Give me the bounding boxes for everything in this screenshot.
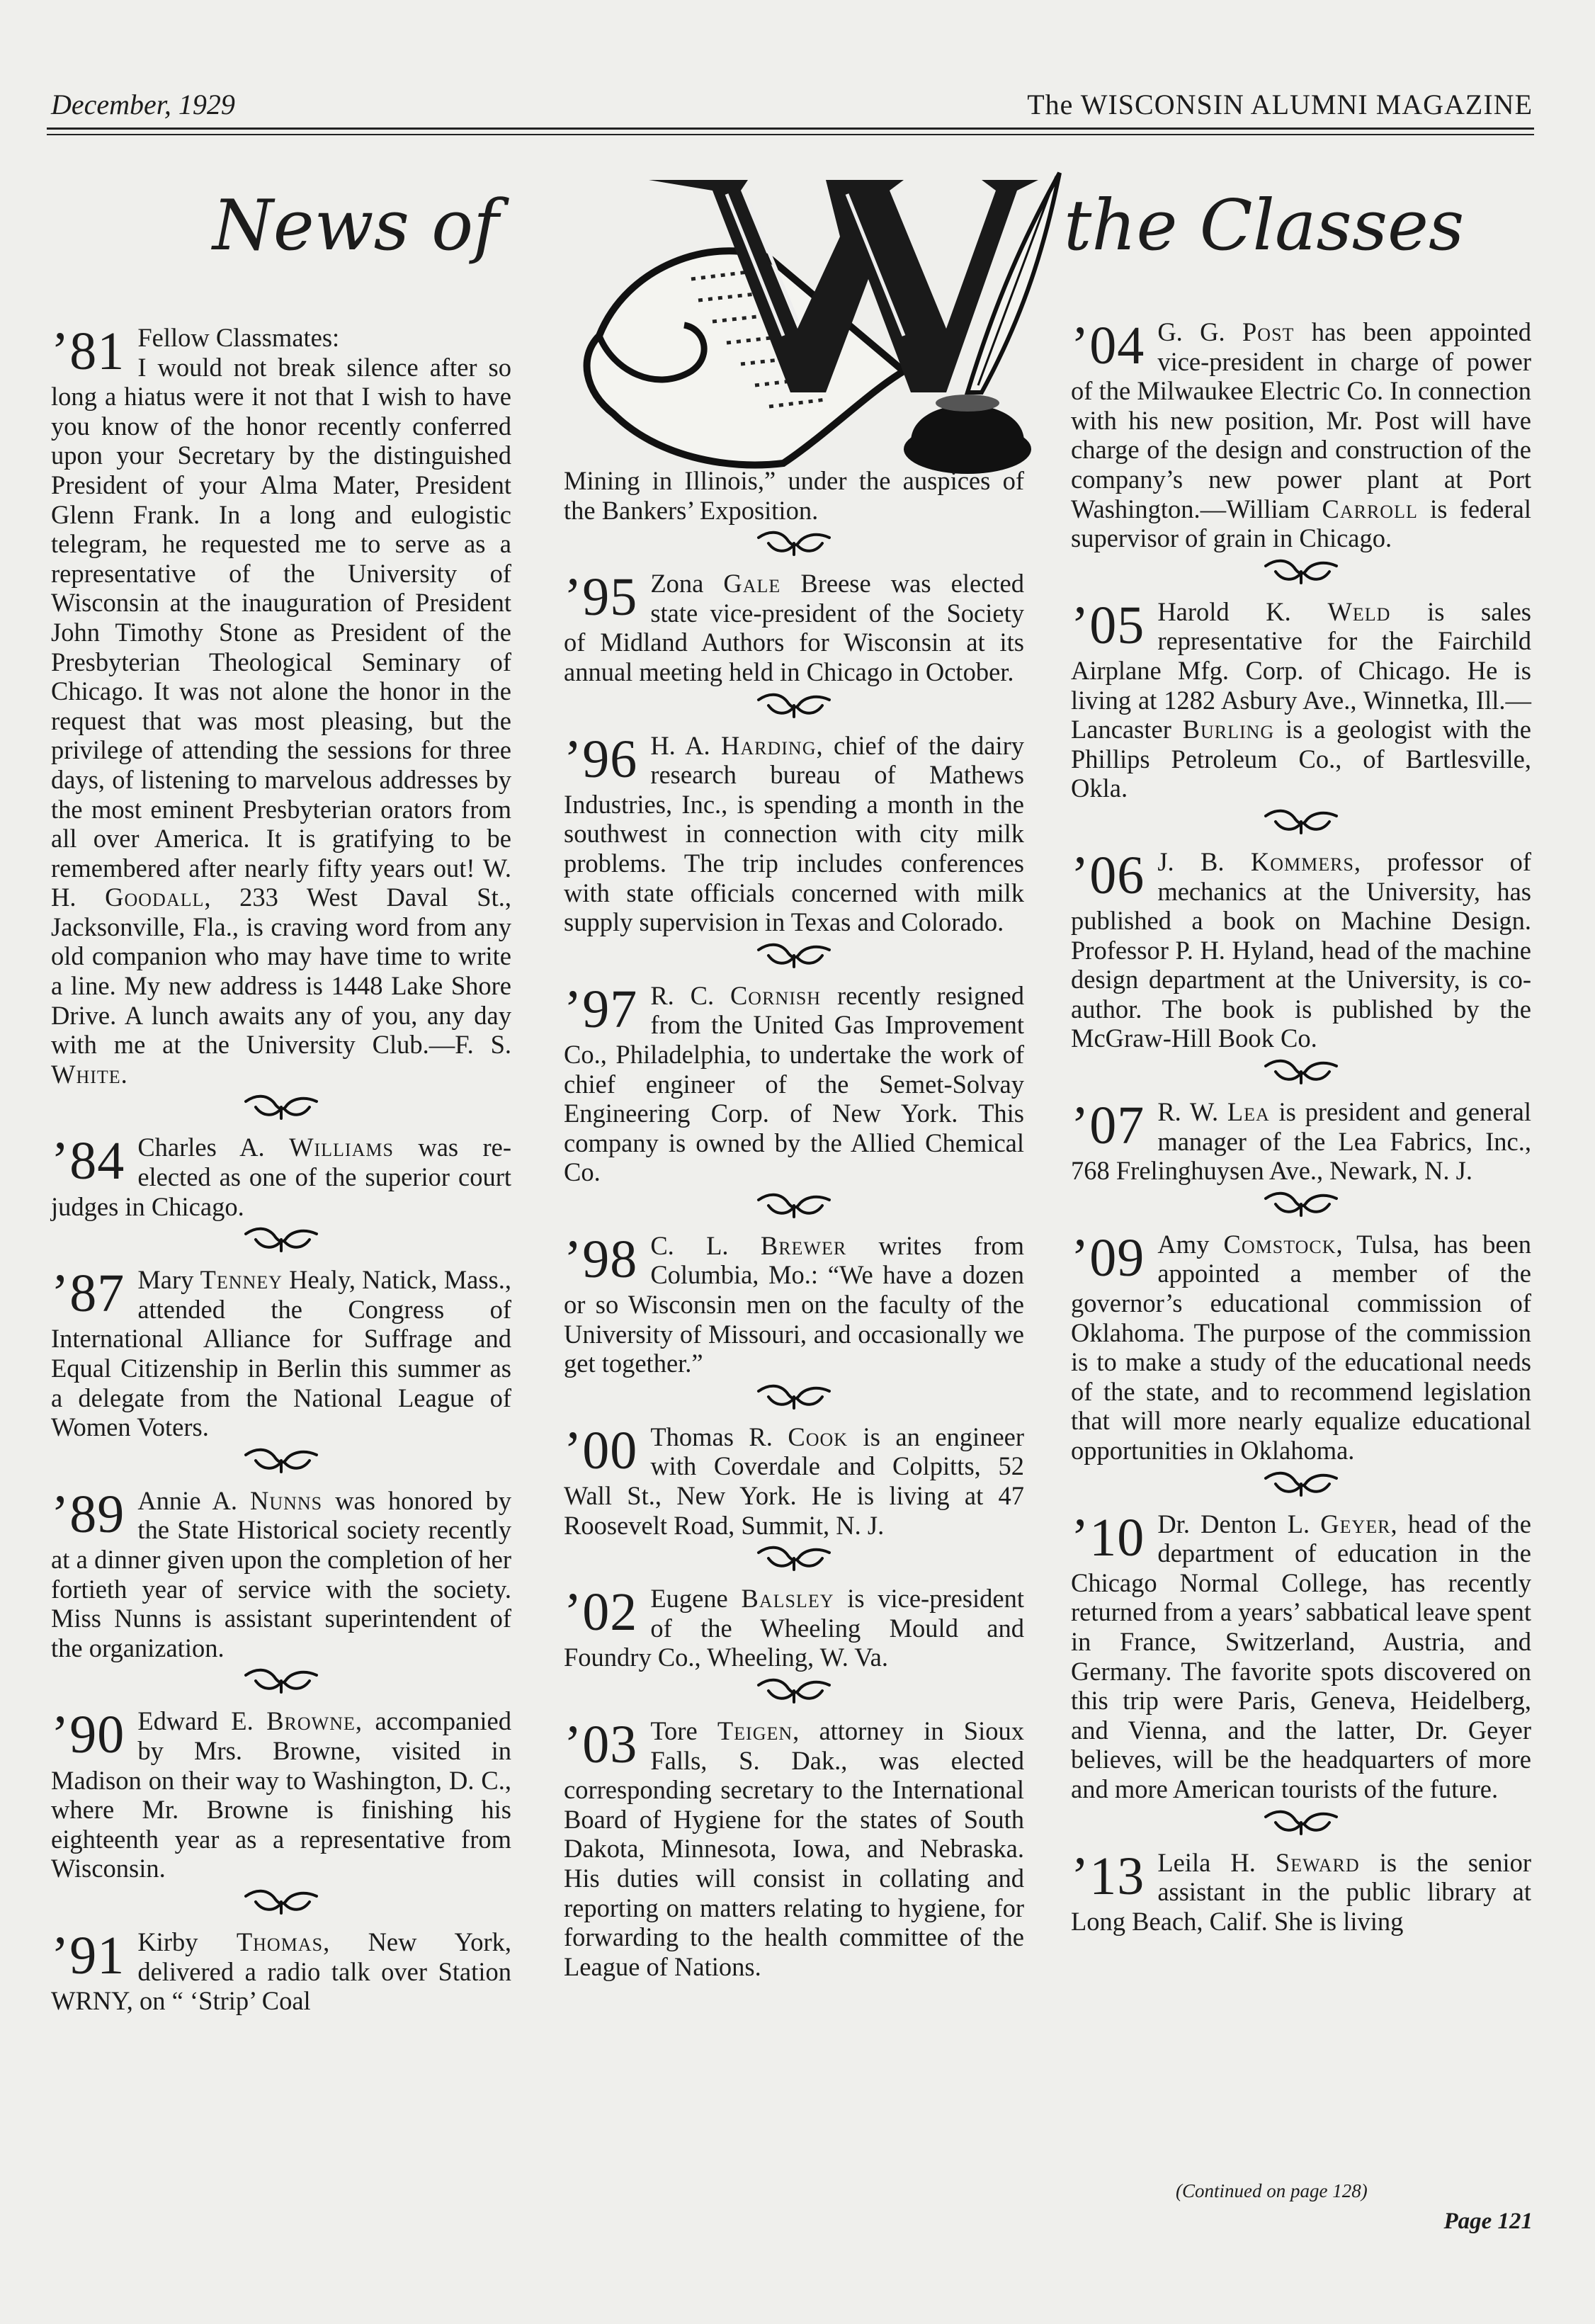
- class-note-entry: [564, 1584, 1024, 1672]
- class-note-entry: [564, 731, 1024, 937]
- class-note-entry: [1071, 1848, 1531, 1937]
- class-year: ’07: [1071, 1096, 1145, 1156]
- fleuron-ornament-icon: [1261, 1808, 1341, 1837]
- class-note-text: Zona Gale Breese was elected state vice-president of the Society of Midland Authors for Wisconsin at its annual meeting held in Chicago in October.: [564, 569, 1024, 686]
- class-note-text: Amy Comstock, Tulsa, has been appointed a member of the governor’s educational commission of Oklahoma. The purpose of the commission is to make a study of the educational needs of the state, and to recommend legislation that will more nearly equalize educational opportunities in Oklahoma.: [1071, 1229, 1531, 1465]
- fleuron-ornament-icon: [754, 1191, 834, 1220]
- class-note-entry: [51, 1927, 511, 2016]
- class-year: ’09: [1071, 1228, 1145, 1288]
- class-note-text: Eugene Balsley is vice-president of the Wheeling Mould and Foundry Co., Wheeling, W. Va.: [564, 1584, 1024, 1672]
- class-note-text: Mining in Illinois,” under the auspices of the Bankers’ Exposition.: [564, 466, 1024, 525]
- column-2: [564, 466, 1024, 1981]
- fleuron-ornament-icon: [1261, 1190, 1341, 1218]
- class-year: ’10: [1071, 1507, 1145, 1568]
- title-left: News of: [212, 186, 499, 266]
- class-year: ’84: [51, 1131, 125, 1191]
- title-right: the Classes: [1064, 186, 1465, 266]
- class-note-text: R. W. Lea is president and general manager of the Lea Fabrics, Inc., 768 Frelinghuysen Ave., Newark, N. J.: [1071, 1097, 1531, 1186]
- class-note-text: J. B. Kommers, professor of mechanics at the University, has published a book on Machine Design. Professor P. H. Hyland, head of the machine design department at the University, is co-author. The book is published by the McGraw-Hill Book Co.: [1071, 846, 1531, 1053]
- class-note-entry: [564, 1716, 1024, 1981]
- fleuron-ornament-icon: [242, 1225, 321, 1254]
- class-note-entry: [564, 466, 1024, 525]
- header-rule-thin: [47, 134, 1534, 135]
- w-scroll-quill-inkwell-icon: [571, 159, 1067, 492]
- class-note-entry: [564, 981, 1024, 1187]
- class-year: ’96: [564, 729, 638, 789]
- class-note-text: Thomas R. Cook is an engineer with Coverdale and Colpitts, 52 Wall St., New York. He is living at 47 Roosevelt Road, Summit, N. J.: [564, 1422, 1024, 1540]
- column-3: [1071, 317, 1531, 1936]
- fleuron-ornament-icon: [754, 691, 834, 720]
- class-note-entry: [564, 1231, 1024, 1378]
- continued-note: (Continued on page 128): [1176, 2180, 1368, 2201]
- class-year: ’00: [564, 1420, 638, 1480]
- fleuron-ornament-icon: [242, 1888, 321, 1916]
- class-year: ’95: [564, 567, 638, 628]
- class-note-entry: [51, 1133, 511, 1221]
- class-note-text: Fellow Classmates: I would not break silence after so long a hiatus were it not that I wish to have you know of the honor recently conferred upon your Secretary by the distinguished President of your Alma Mater, President Glenn Frank. In a long and eulogistic telegram, he requested me to serve as a representative of the University of Wisconsin at the inauguration of President John Timothy Stone as President of the Presbyterian Theological Seminary of Chicago. It was not alone the honor in the request that was most pleasing, but the privilege of attending the sessions for three days, of listening to marvelous addresses by the most eminent Presbyterian orators from all over America. It is gratifying to be remembered after nearly fifty years out! W. H. Goodall, 233 West Daval St., Jacksonville, Fla., is craving word from any old companion who may have time to write a line. My new address is 1448 Lake Shore Drive. A lunch awaits any of you, any day with me at the University Club.—F. S. White.: [51, 323, 512, 1089]
- class-note-entry: [564, 1422, 1024, 1540]
- class-year: ’02: [564, 1582, 638, 1643]
- class-year: ’81: [51, 322, 125, 381]
- class-note-text: Charles A. Williams was re-elected as one of the superior court judges in Chicago.: [51, 1133, 512, 1221]
- class-note-text: G. G. Post has been appointed vice-president in charge of power of the Milwaukee Electric Co. In connection with his new position, Mr. Post will have charge of the design and construction of the company’s new power plant at Port Washington.—William Carroll is federal supervisor of grain in Chicago.: [1071, 317, 1531, 553]
- fleuron-ornament-icon: [242, 1667, 321, 1695]
- fleuron-ornament-icon: [1261, 807, 1341, 836]
- class-year: ’97: [564, 979, 638, 1039]
- fleuron-ornament-icon: [754, 941, 834, 970]
- class-note-text: C. L. Brewer writes from Columbia, Mo.: “We have a dozen or so Wisconsin men on the faculty of the University of Missouri, and occasionally we get together.”: [564, 1230, 1024, 1378]
- class-note-entry: [1071, 317, 1531, 553]
- class-note-text: H. A. Harding, chief of the dairy research bureau of Mathews Industries, Inc., is spending a month in the southwest in connection with city milk problems. The trip includes conferences with state officials concerned with milk supply supervision in Texas and Colorado.: [564, 730, 1024, 937]
- class-year: ’04: [1071, 316, 1145, 375]
- fleuron-ornament-icon: [1261, 557, 1341, 586]
- class-note-entry: [1071, 1097, 1531, 1186]
- class-year: ’91: [51, 1925, 125, 1985]
- fleuron-ornament-icon: [1261, 1058, 1341, 1086]
- class-year: ’90: [51, 1705, 125, 1765]
- class-note-entry: [1071, 1509, 1531, 1804]
- fleuron-ornament-icon: [1261, 1470, 1341, 1498]
- fleuron-ornament-icon: [754, 1383, 834, 1411]
- magazine-title: The WISCONSIN ALUMNI MAGAZINE: [1027, 89, 1533, 120]
- fleuron-ornament-icon: [242, 1446, 321, 1475]
- fleuron-ornament-icon: [754, 1677, 834, 1705]
- class-note-text: Annie A. Nunns was honored by the State Historical society recently at a dinner given upon the completion of her fortieth year of service with the society. Miss Nunns is assistant superintendent of the organization.: [51, 1485, 512, 1662]
- class-note-text: Tore Teigen, attorney in Sioux Falls, S. Dak., was elected corresponding secretary to the International Board of Hygiene for the states of South Dakota, Minnesota, Iowa, and Nebraska. His duties will consist in collating and reporting on matters relating to hygiene, for forwarding to the health committee of the League of Nations.: [564, 1716, 1024, 1981]
- class-year: ’13: [1071, 1846, 1145, 1906]
- class-year: ’06: [1071, 845, 1145, 905]
- class-note-text: Kirby Thomas, New York, delivered a radio talk over Station WRNY, on “ ‘Strip’ Coal: [51, 1927, 511, 2016]
- class-year: ’03: [564, 1715, 638, 1774]
- class-note-entry: [1071, 1230, 1531, 1466]
- class-year: ’98: [564, 1229, 638, 1289]
- fleuron-ornament-icon: [754, 529, 834, 557]
- column-1: [51, 323, 511, 2016]
- class-note-text: Dr. Denton L. Geyer, head of the department of education in the Chicago Normal College, has recently returned from a years’ sabbatical leave spent in France, Switzerland, Austria, and Germany. The favorite spots discovered on this trip were Paris, Geneva, Heidelberg, and Vienna, and the latter, Dr. Geyer believes, will be the headquarters of more and more American tourists of the future.: [1071, 1509, 1531, 1803]
- class-note-entry: [51, 1706, 511, 1883]
- class-note-entry: [1071, 847, 1531, 1053]
- page-number: Page 121: [1443, 2209, 1533, 2234]
- class-note-text: R. C. Cornish recently resigned from the United Gas Improvement Co., Philadelphia, to undertake the work of chief engineer of the Semet-Solvay Engineering Corp. of New York. This company is owned by the Allied Chemical Co.: [564, 980, 1024, 1187]
- class-note-text: Mary Tenney Healy, Natick, Mass., attended the Congress of International Alliance for Suffrage and Equal Citizenship in Berlin this summer as a delegate from the National League of Women Voters.: [51, 1265, 512, 1442]
- fleuron-ornament-icon: [754, 1544, 834, 1572]
- class-note-text: Harold K. Weld is sales representative for the Fairchild Airplane Mfg. Corp. of Chicago. He is living at 1282 Asbury Ave., Winnetka, Ill.—Lancaster Burling is a geologist with the Phillips Petroleum Co., of Bartlesville, Okla.: [1071, 596, 1532, 803]
- class-note-entry: [51, 323, 511, 1089]
- class-year: ’05: [1071, 595, 1145, 655]
- class-year: ’87: [51, 1264, 125, 1324]
- class-note-entry: [51, 1486, 511, 1663]
- class-note-entry: [1071, 597, 1531, 803]
- class-note-entry: [564, 569, 1024, 686]
- issue-date: December, 1929: [51, 89, 235, 120]
- class-year: ’89: [51, 1484, 125, 1544]
- header-rule: [47, 127, 1534, 130]
- fleuron-ornament-icon: [242, 1093, 321, 1121]
- class-note-text: Edward E. Browne, accompanied by Mrs. Browne, visited in Madison on their way to Washington, D. C., where Mr. Browne is finishing his eighteenth year as a representative from Wisconsin.: [51, 1706, 511, 1883]
- class-note-entry: [51, 1265, 511, 1442]
- class-note-text: Leila H. Seward is the senior assistant in the public library at Long Beach, Calif. She is living: [1071, 1847, 1531, 1936]
